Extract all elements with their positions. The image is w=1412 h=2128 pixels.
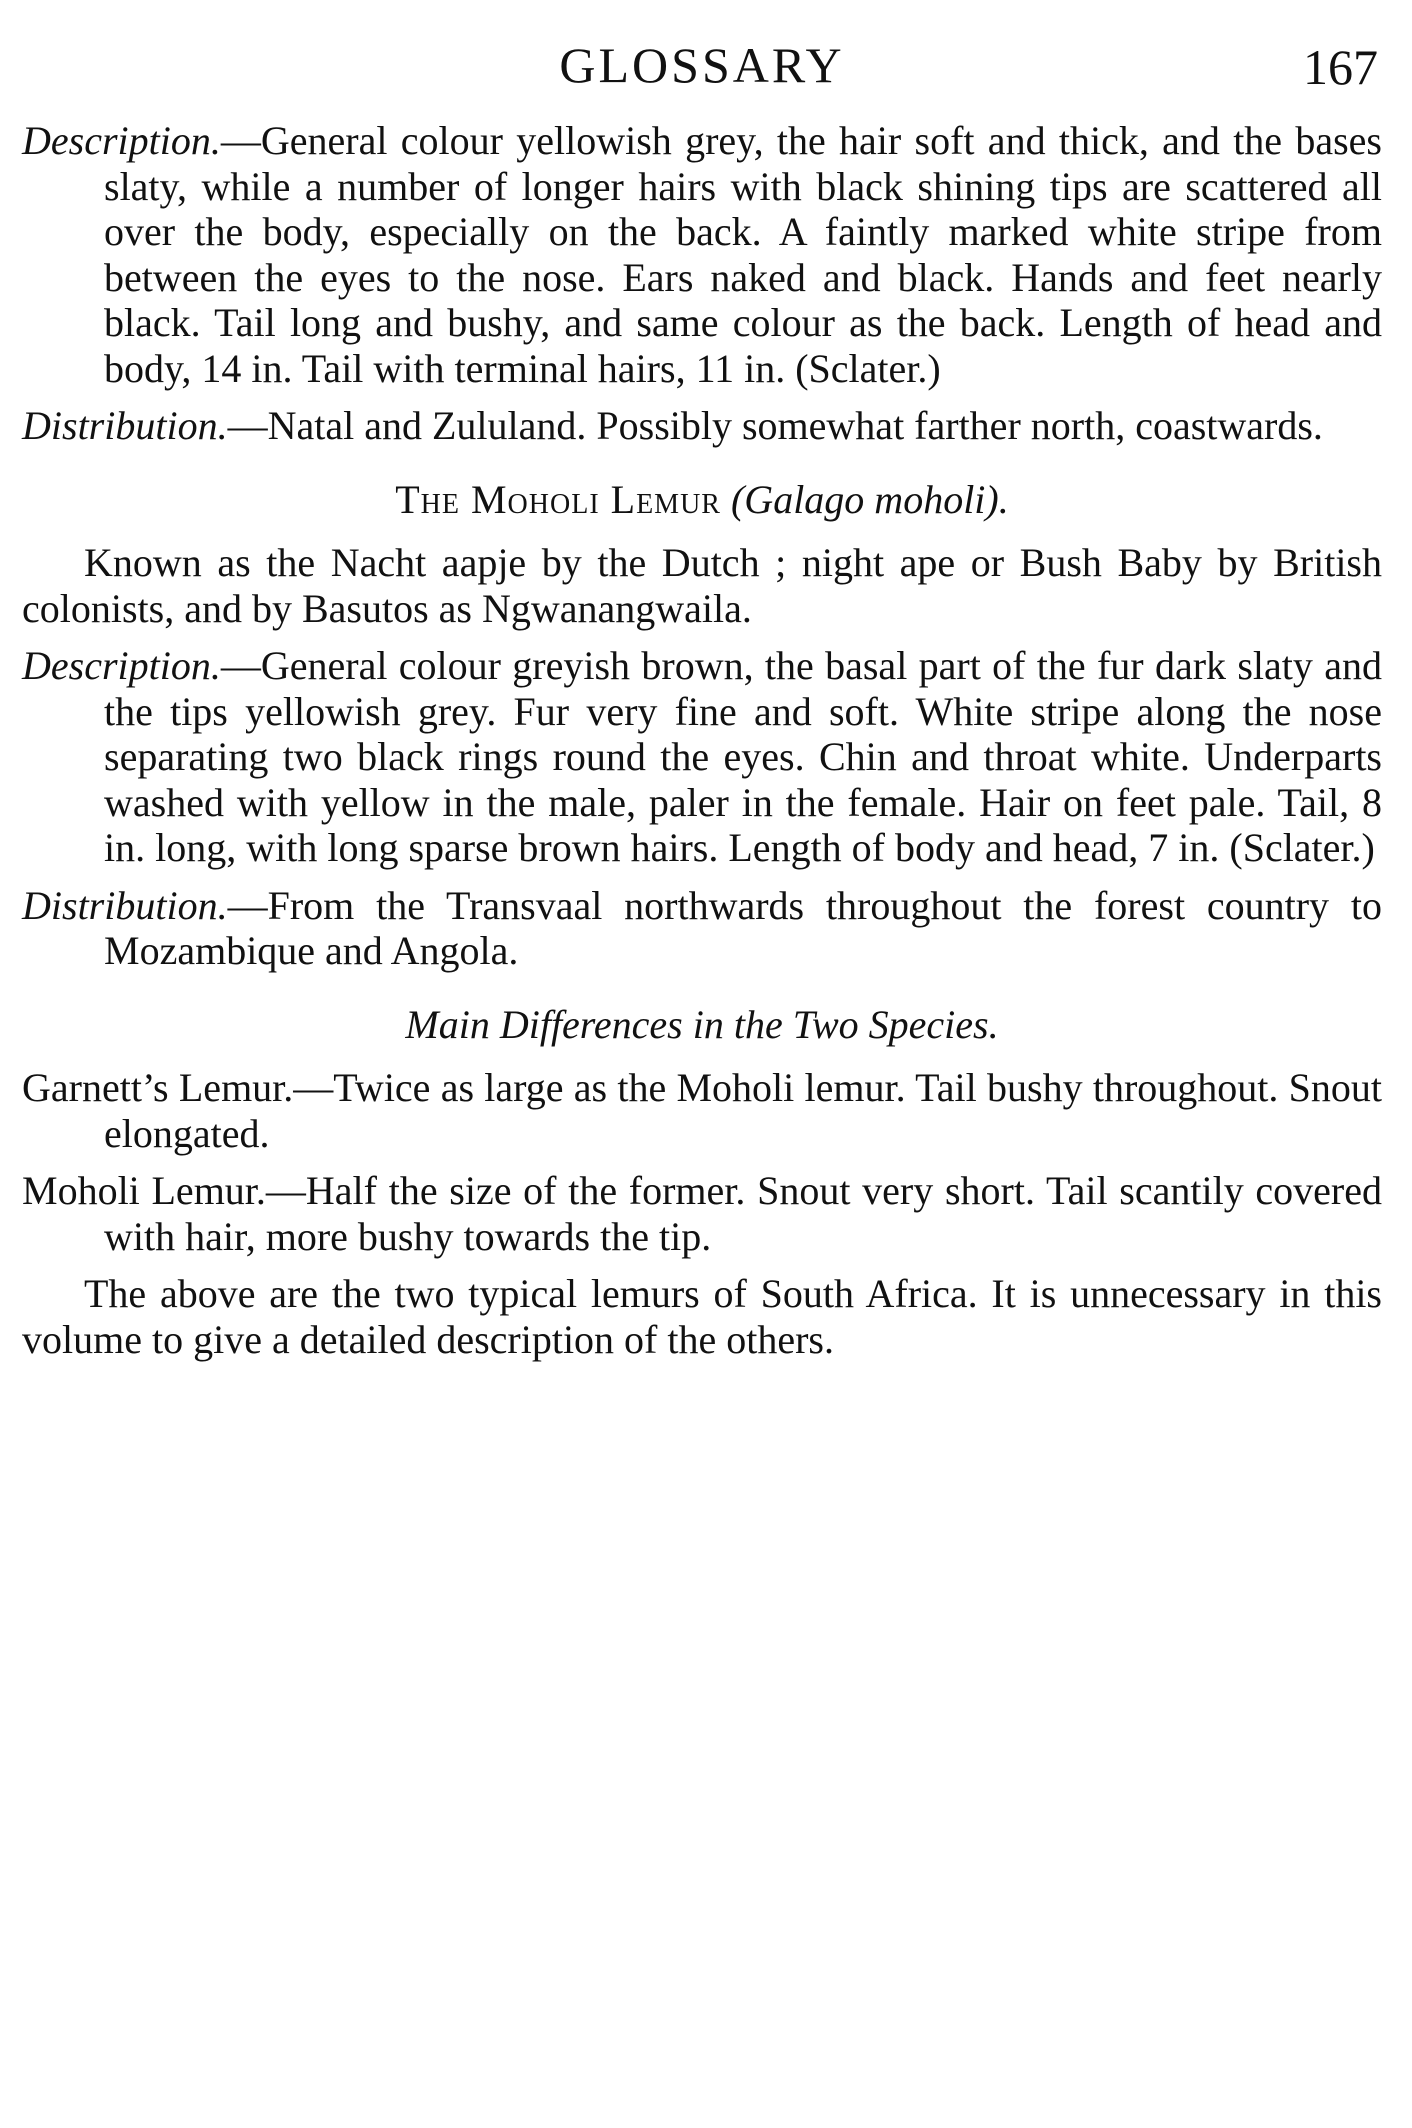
description-label: Description. <box>22 118 221 163</box>
page-number: 167 <box>1303 39 1378 95</box>
page-body <box>22 118 1382 1374</box>
description-text: —General colour greyish brown, the basal part of the fur dark slaty and the tips yellowish grey. Fur very fine and soft. White stripe along the nose separating two black rings round the eyes. Chin and throat white. Underparts washed with yellow in the male, paler in the female. Hair on feet pale. Tail, 8 in. long, with long sparse brown hairs. Length of body and head, 7 in. (Sclater.) <box>104 643 1382 870</box>
species-name: The Moholi Lemur <box>395 476 721 522</box>
description-label: Description. <box>22 643 221 688</box>
closing-paragraph: The above are the two typical lemurs of South Africa. It is unnecessary in this volume to give a detailed description of the others. <box>22 1271 1382 1362</box>
garnett-description <box>22 118 1382 391</box>
species-latin-name: (Galago moholi). <box>730 476 1009 522</box>
distribution-text: —Natal and Zululand. Possibly somewhat farther north, coastwards. <box>227 403 1323 448</box>
section-heading-moholi <box>22 477 1382 523</box>
difference-garnett: Garnett’s Lemur.—Twice as large as the Moholi lemur. Tail bushy throughout. Snout elongated. <box>22 1065 1382 1156</box>
moholi-distribution <box>22 883 1382 974</box>
moholi-intro: Known as the Nacht aapje by the Dutch ; night ape or Bush Baby by British colonists, and by Basutos as Ngwanangwaila. <box>22 540 1382 631</box>
moholi-description <box>22 643 1382 871</box>
distribution-label: Distribution. <box>22 882 228 928</box>
running-head: GLOSSARY <box>559 37 845 93</box>
description-text: —General colour yellowish grey, the hair soft and thick, and the bases slaty, while a number of longer hairs with black shining tips are scattered all over the body, especially on the back. A faintly marked white stripe from between the eyes to the nose. Ears naked and black. Hands and feet nearly black. Tail long and bushy, and same colour as the back. Length of head and body, 14 in. Tail with terminal hairs, 11 in. (Sclater.) <box>104 118 1382 391</box>
section-heading-differences: Main Differences in the Two Species. <box>405 1001 999 1047</box>
garnett-distribution <box>22 403 1382 449</box>
distribution-text: —From the Transvaal northwards throughout the forest country to Mozambique and Angola. <box>104 882 1382 973</box>
page-header <box>22 36 1382 106</box>
distribution-label: Distribution. <box>22 403 228 448</box>
difference-moholi: Moholi Lemur.—Half the size of the former. Snout very short. Tail scantily covered with hair, more bushy towards the tip. <box>22 1168 1382 1259</box>
